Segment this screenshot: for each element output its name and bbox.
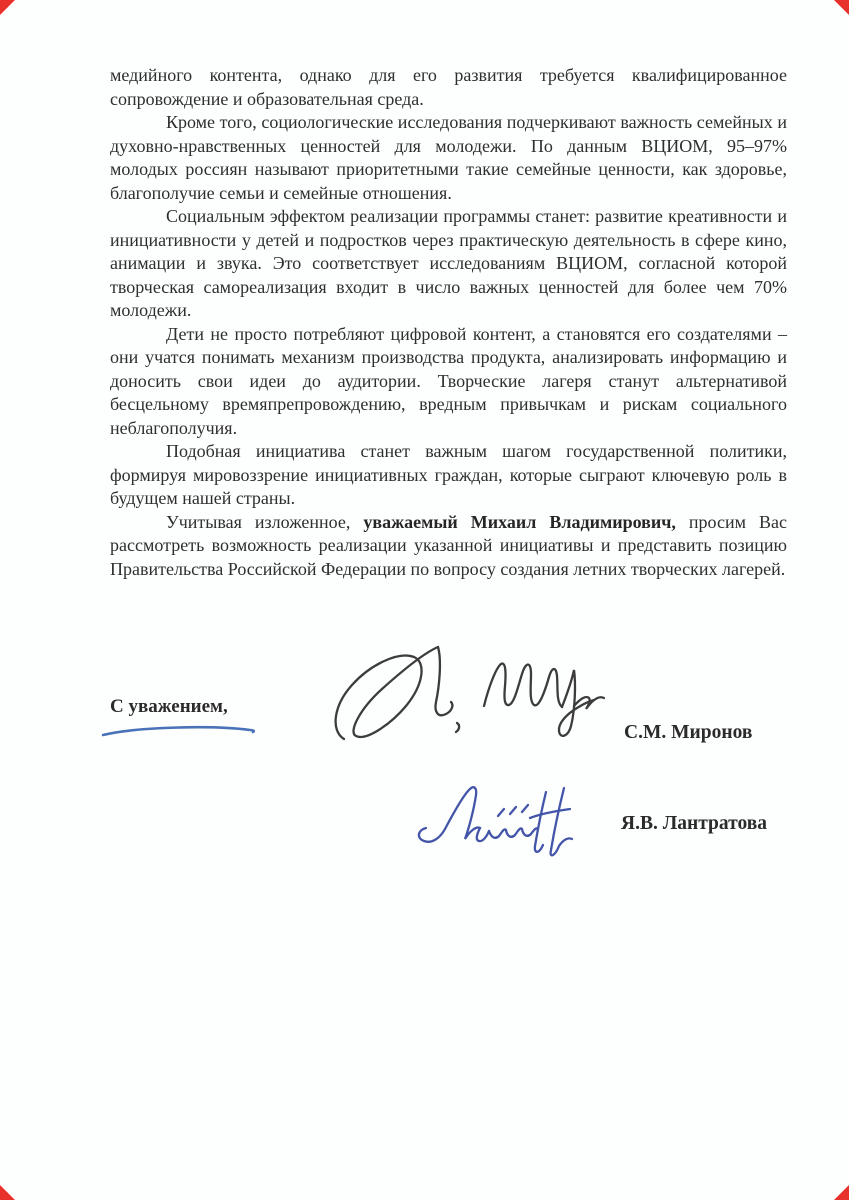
text-segment: медийного контента, однако для его развития требуется квалифицированное сопровождение и образовательная среда. <box>110 65 787 109</box>
corner-mark-top-right <box>834 0 849 15</box>
body-paragraph <box>110 511 787 582</box>
text-segment: Кроме того, социологические исследования подчеркивают важность семейных и духовно-нравственных ценностей для молодежи. По данным ВЦИОМ, 95–97% молодых россиян называют приоритетными такие семейные ценности, как здоровье, благополучие семьи и семейные отношения. <box>110 112 787 203</box>
blue-pen-underline <box>100 722 260 740</box>
body-paragraph <box>110 111 787 205</box>
body-paragraph <box>110 440 787 511</box>
corner-mark-top-left <box>0 0 15 15</box>
signer-name-mironov: С.М. Миронов <box>624 722 753 743</box>
mironov-signature <box>326 643 608 749</box>
text-segment: просим Вас рассмотреть возможность реализации указанной инициативы и представить позицию Правительства Российской Федерации по вопросу создания летних творческих лагерей. <box>110 511 787 579</box>
corner-mark-bottom-right <box>834 1185 849 1200</box>
text-segment: Учитывая изложенное, <box>166 511 364 532</box>
text-segment: Социальным эффектом реализации программы станет: развитие креативности и инициативности у детей и подростков через практическую деятельность в сфере кино, анимации и звука. Это соответствует исследованиям ВЦИОМ, согласной которой творческая самореализация входит в число важных ценностей для более чем 70% молодежи. <box>110 206 787 320</box>
text-segment: Дети не просто потребляют цифровой контент, а становятся его создателями – они учатся понимать механизм производства продукта, анализировать информацию и доносить свои идеи до аудитории. Творческие лагеря станут альтернативой бесцельному времяпрепровождению, вредным привычкам и рискам социального неблагополучия. <box>110 323 787 438</box>
letter-body <box>110 64 787 581</box>
body-paragraph <box>110 323 787 441</box>
corner-mark-bottom-left <box>0 1185 15 1200</box>
text-segment: уважаемый Михаил Владимирович, <box>363 511 676 532</box>
signer-name-lantratova: Я.В. Лантратова <box>621 813 768 834</box>
body-paragraph <box>110 205 787 323</box>
text-segment: Подобная инициатива станет важным шагом государственной политики, формируя мировоззрение инициативных граждан, которые сыграют ключевую роль в будущем нашей страны. <box>110 441 787 508</box>
lantratova-signature <box>412 781 594 862</box>
closing-salutation: С уважением, <box>110 696 228 717</box>
body-paragraph <box>110 64 787 111</box>
